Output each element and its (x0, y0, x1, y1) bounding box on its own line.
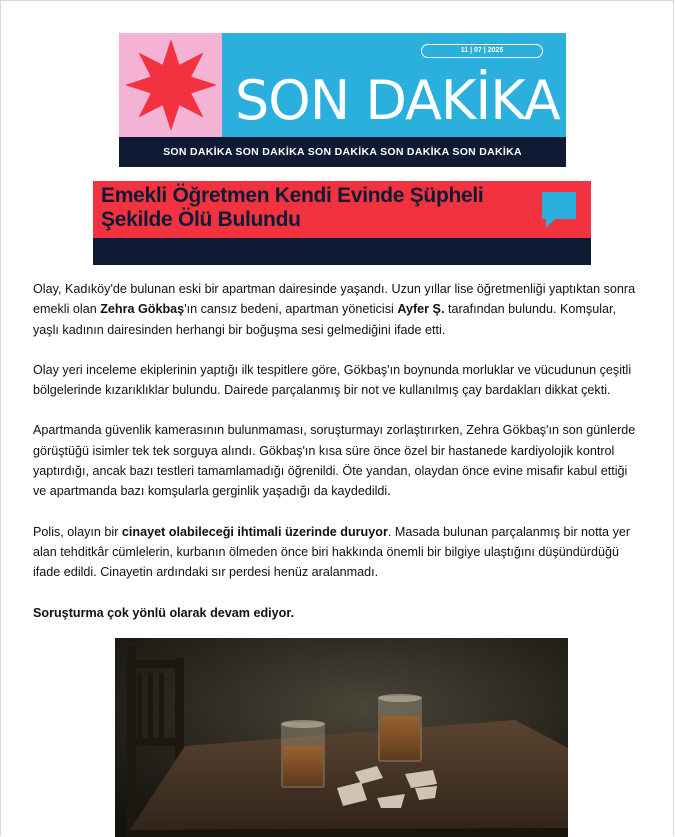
paragraph-1-text-a: Olay, Kadıköy'de bulunan eski bir apartman dairesinde yaşandı. Uzun yıllar lise öğretmenliği yaptıktan sonra emekli olan (33, 282, 636, 317)
headline-red-panel (93, 181, 591, 238)
masthead-ticker: SON DAKİKA SON DAKİKA SON DAKİKA SON DAKİKA SON DAKİKA (119, 137, 566, 167)
paragraph-4-text-c: . Masada bulunan parçalanmış bir notta yer alan tehditkâr cümlelerin, kurbanın ölmeden önce biri hakkında önemli bir bilgiye ulaştığını düşündürdüğü ifade edildi. Cinayetin ardındaki sır perdesi henüz aralanmadı. (33, 524, 631, 580)
masthead-date: 11 | 07 | 2025 (421, 44, 543, 58)
red-star-icon (121, 35, 221, 135)
paragraph-4-text-a: Polis, olayın bir (33, 524, 122, 539)
headline-block (93, 181, 591, 265)
paragraph-1 (33, 279, 643, 340)
crime-scene-photo (115, 638, 568, 837)
manager-name: Ayfer Ş. (397, 302, 445, 317)
paragraph-4-emphasis: cinayet olabileceği ihtimali üzerinde duruyor (121, 524, 388, 539)
article-body (33, 279, 643, 623)
paragraph-1-text-e: tarafından bulundu. Komşular, yaşlı kadının dairesinden herhangi bir boğuşma sesi gelmediğini ifade etti. (33, 302, 616, 337)
victim-name: Zehra Gökbaş (100, 302, 185, 317)
paragraph-3: Apartmanda güvenlik kamerasının bulunmaması, soruşturmayı zorlaştırırken, Zehra Gökbaş'ın son günlerde görüştüğü isimler tek tek sorguya alındı. Gökbaş'ın kısa süre önce özel bir hastanede kardiyolojik kontrol yaptırdığı, ancak bazı testleri tamamlamadığı öğrenildi. Öte yandan, olaydan önce evine misafir kabul ettiği ve apartmanda bazı komşularla gerginlik yaşadığı da kaydedildi. (33, 423, 636, 499)
paragraph-2: Olay yeri inceleme ekiplerinin yaptığı ilk tespitlere göre, Gökbaş'ın boynunda morluklar ve vücudunun çeşitli bölgelerinde kızarıklıklar bulundu. Dairede parçalanmış bir not ve kullanılmış çay bardakları dikkat çekti. (33, 362, 632, 398)
headline-title: Emekli Öğretmen Kendi Evinde Şüpheli Şekilde Ölü Bulundu (101, 184, 484, 231)
paragraph-4 (33, 522, 643, 583)
masthead-title: SON DAKİKA (235, 69, 560, 132)
speech-bubble-icon (541, 191, 577, 229)
headline-dark-band (93, 238, 591, 265)
paragraph-5: Soruşturma çok yönlü olarak devam ediyor. (33, 605, 295, 620)
masthead-pink-panel (119, 33, 222, 137)
masthead-banner (119, 33, 566, 167)
paragraph-1-text-c: 'ın cansız bedeni, apartman yöneticisi (184, 302, 398, 317)
